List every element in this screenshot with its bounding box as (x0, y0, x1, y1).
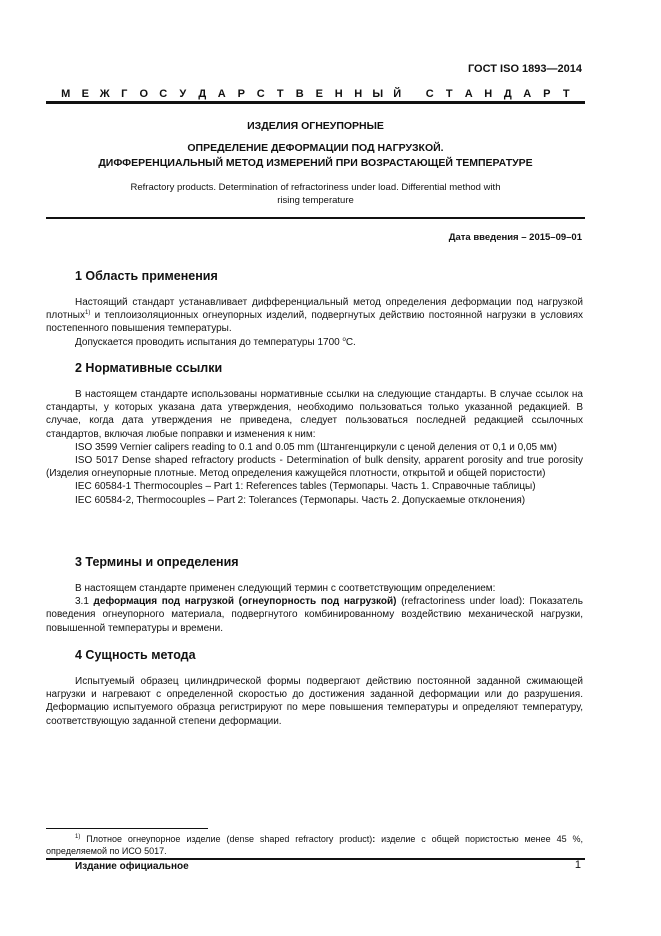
header-letter: Ы (372, 88, 384, 100)
page-number: 1 (574, 859, 581, 871)
header-letter: С (425, 88, 434, 100)
header-letter: Й (393, 88, 402, 100)
reference-iec-60584-1: IEC 60584-1 Thermocouples – Part 1: References tables (Термопары. Часть 1. Справочные таблицы) (75, 481, 536, 493)
header-letter: М (61, 88, 71, 100)
footnote-mark: 1) (75, 834, 81, 840)
footer-rule (46, 858, 585, 860)
title-rule (46, 217, 585, 219)
interstate-header (56, 88, 576, 100)
section-1-body (46, 296, 583, 349)
header-letter: О (139, 88, 149, 100)
section-1-heading (75, 269, 218, 283)
header-letter: Г (121, 88, 128, 100)
header-letter: Н (334, 88, 343, 100)
reference-iso-5017: ISO 5017 Dense shaped refractory products - Determination of bulk density, apparent porosity and true porosity (Изделия огнеупорные плотные. Метод определения кажущейся плотности, открытой и общей пористости) (46, 455, 583, 480)
subtitle-line-2: ДИФФЕРЕНЦИАЛЬНЫЙ МЕТОД ИЗМЕРЕНИЙ ПРИ ВОЗРАСТАЮЩЕЙ ТЕМПЕРАТУРЕ (98, 157, 533, 169)
reference-iso-3599: ISO 3599 Vernier calipers reading to 0.1 and 0.05 mm (Штангенциркули с ценой деления от 0,1 и 0,05 мм) (75, 441, 557, 453)
english-title-line-2: rising temperature (277, 195, 354, 206)
paragraph: В настоящем стандарте применен следующий термин с соответствующим определением: (75, 583, 496, 594)
document-title: ИЗДЕЛИЯ ОГНЕУПОРНЫЕ (247, 120, 384, 132)
header-letter: Д (198, 88, 207, 100)
paragraph: Испытуемый образец цилиндрической формы подвергают действию постоянной заданной сжимающей нагрузки и нагревают с определенной скоростью до достижения заданной деформации или до разрушения. Деформацию испытуемого образца регистрируют по мере повышения температуры и определяют температуру, соответствующую заданной степени деформации. (46, 676, 583, 727)
english-title (46, 181, 585, 207)
paragraph: В настоящем стандарте использованы нормативные ссылки на следующие стандарты. В случае ссылок на стандарты, у которых указана дата утверждения, необходимо пользоваться только указанной редакцией. В случае, когда дата утверждения не приведена, следует пользоваться последней редакцией ссылочных стандартов, включая любые поправки и изменения к ним: (46, 389, 583, 440)
section-heading: 3 Термины и определения (75, 555, 239, 569)
paragraph: Настоящий стандарт устанавливает дифференциальный метод определения деформации под нагрузкой плотных$^{1)}$ и теплоизоляционных огнеупорных изделий, подвергнутых действию постоянной нагрузки в условиях постепенного повышения температуры. (46, 297, 583, 335)
footnote-rule (46, 828, 208, 829)
header-letter: В (295, 88, 304, 100)
document-subtitle (46, 141, 585, 171)
term: деформация под нагрузкой (огнеупорность под нагрузкой) (93, 596, 397, 608)
header-letter: Н (354, 88, 363, 100)
header-letter: А (464, 88, 473, 100)
section-3-body (46, 582, 583, 635)
interstate-word (56, 88, 407, 100)
section-2-body (46, 388, 583, 507)
section-2-heading (75, 361, 222, 375)
header-letter: Е (315, 88, 323, 100)
header-letter: Т (562, 88, 570, 100)
edition-label: Издание официальное (75, 861, 189, 872)
standard-id: ГОСТ ISO 1893—2014 (467, 63, 582, 75)
subtitle-line-1: ОПРЕДЕЛЕНИЕ ДЕФОРМАЦИИ ПОД НАГРУЗКОЙ. (187, 142, 444, 154)
reference-iec-60584-2: IEC 60584-2, Thermocouples – Part 2: Tolerances (Термопары. Часть 2. Допускаемые отклонения) (75, 494, 526, 506)
section-4-body (46, 675, 583, 728)
section-heading: 2 Нормативные ссылки (75, 361, 223, 375)
header-letter: Е (81, 88, 89, 100)
section-heading: 1 Область применения (75, 269, 218, 283)
header-rule (46, 101, 585, 104)
header-letter: Р (237, 88, 245, 100)
footnote-ref[interactable]: 1) (85, 310, 91, 317)
header-letter: Р (543, 88, 551, 100)
term-definition: 3.1 деформация под нагрузкой (огнеупорность под нагрузкой) (refractoriness under load): Показатель поведения огнеупорного материала, подвергнутого комбинированному воздействию механической нагрузки, повышенной температуры и времени. (46, 596, 583, 634)
header-letter: С (256, 88, 265, 100)
footnote: $^{1)}$ Плотное огнеупорное изделие (dense shaped refractory product): изделие с общей пористостью менее 45 %, определяемой по ИСО 5017. (46, 834, 584, 856)
paragraph: Допускается проводить испытания до температуры 1700 $^о$С. (75, 336, 356, 348)
header-letter: А (523, 88, 532, 100)
header-letter: С (159, 88, 168, 100)
header-letter: Д (503, 88, 512, 100)
section-heading: 4 Сущность метода (75, 648, 196, 662)
header-letter: Т (276, 88, 284, 100)
header-letter: У (179, 88, 187, 100)
header-letter: Ж (99, 88, 110, 100)
section-3-heading (75, 555, 239, 569)
standard-word (420, 88, 576, 100)
english-title-line-1: Refractory products. Determination of refractoriness under load. Differential method with (130, 182, 501, 193)
header-letter: Н (484, 88, 493, 100)
header-letter: Т (445, 88, 453, 100)
intro-date: Дата введения – 2015–09–01 (448, 232, 582, 243)
section-4-heading (75, 648, 196, 662)
header-letter: А (217, 88, 226, 100)
